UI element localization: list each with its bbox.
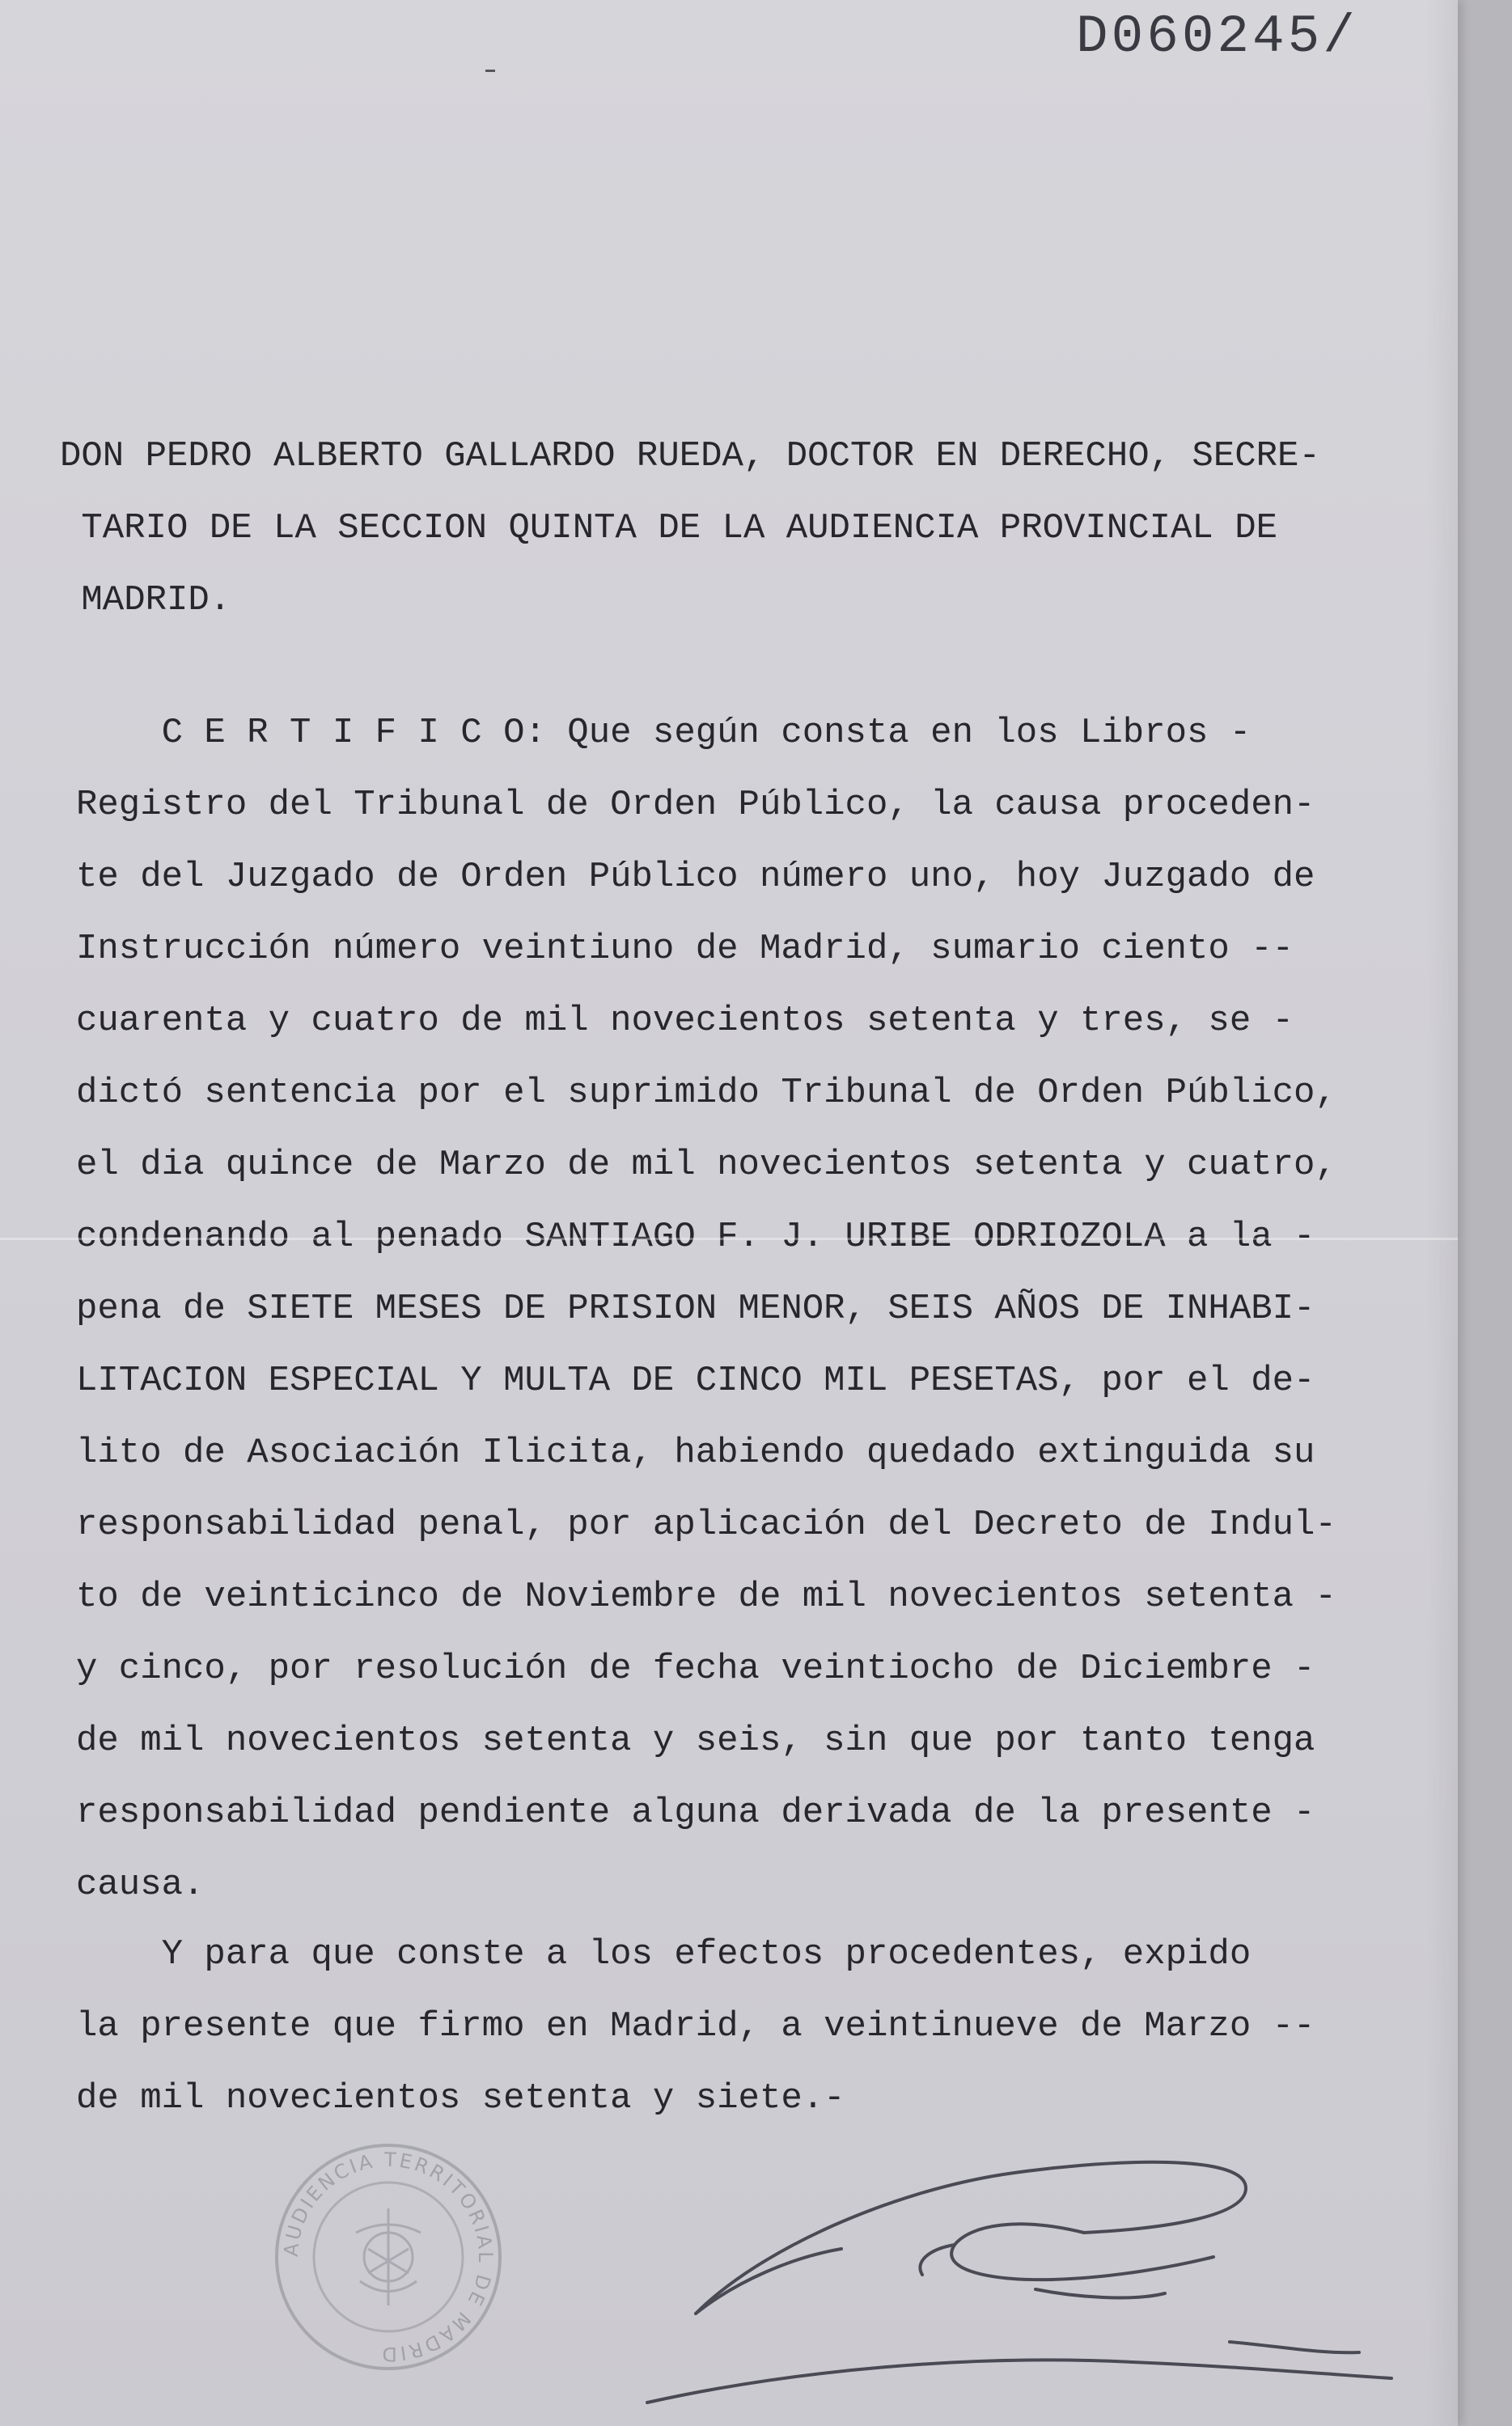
official-seal-stamp — [267, 2136, 510, 2378]
heading-line: TARIO DE LA SECCION QUINTA DE LA AUDIENCIA PROVINCIAL DE — [60, 508, 1278, 548]
heading-line: MADRID. — [60, 580, 231, 620]
body-line: responsabilidad penal, por aplicación del Decreto de Indul- — [76, 1505, 1336, 1545]
body-line: causa. — [76, 1865, 205, 1905]
document-number: D060245/ — [1076, 6, 1358, 67]
body-line: y cinco, por resolución de fecha veintiocho de Diciembre - — [76, 1649, 1315, 1689]
body-line: to de veinticinco de Noviembre de mil novecientos setenta - — [76, 1577, 1336, 1617]
closing-line: la presente que firmo en Madrid, a veintinueve de Marzo -- — [76, 2006, 1315, 2047]
body-line: cuarenta y cuatro de mil novecientos setenta y tres, se - — [76, 1001, 1294, 1041]
certificate-heading — [60, 421, 1403, 637]
body-line: pena de SIETE MESES DE PRISION MENOR, SEIS AÑOS DE INHABI- — [76, 1289, 1315, 1329]
body-line: el dia quince de Marzo de mil novecientos setenta y cuatro, — [76, 1145, 1336, 1185]
stamp-text: AUDIENCIA TERRITORIAL DE MADRID — [279, 2148, 498, 2366]
body-line: de mil novecientos setenta y seis, sin que por tanto tenga — [76, 1721, 1315, 1761]
body-line: responsabilidad pendiente alguna derivada de la presente - — [76, 1793, 1315, 1833]
body-line: lito de Asociación Ilicita, habiendo quedado extinguida su — [76, 1433, 1315, 1473]
body-line: LITACION ESPECIAL Y MULTA DE CINCO MIL PESETAS, por el de- — [76, 1361, 1315, 1401]
closing-line: de mil novecientos setenta y siete.- — [76, 2078, 845, 2119]
page-edge-shadow — [1425, 0, 1458, 2426]
body-line: dictó sentencia por el suprimido Tribunal de Orden Público, — [76, 1073, 1336, 1113]
body-line: te del Juzgado de Orden Público número uno, hoy Juzgado de — [76, 857, 1315, 897]
certificate-body — [76, 697, 1419, 1921]
heading-line: DON PEDRO ALBERTO GALLARDO RUEDA, DOCTOR EN DERECHO, SECRE- — [60, 436, 1320, 476]
body-line: C E R T I F I C O: Que según consta en los Libros - — [76, 713, 1252, 753]
body-line: Instrucción número veintiuno de Madrid, sumario ciento -- — [76, 929, 1294, 969]
top-dash-mark — [485, 70, 495, 72]
closing-line: Y para que conste a los efectos procedentes, expido — [76, 1934, 1252, 1975]
body-line: condenando al penado SANTIAGO F. J. URIBE ODRIOZOLA a la - — [76, 1217, 1315, 1257]
handwritten-signature — [550, 2095, 1400, 2419]
body-line: Registro del Tribunal de Orden Público, la causa proceden- — [76, 785, 1315, 825]
